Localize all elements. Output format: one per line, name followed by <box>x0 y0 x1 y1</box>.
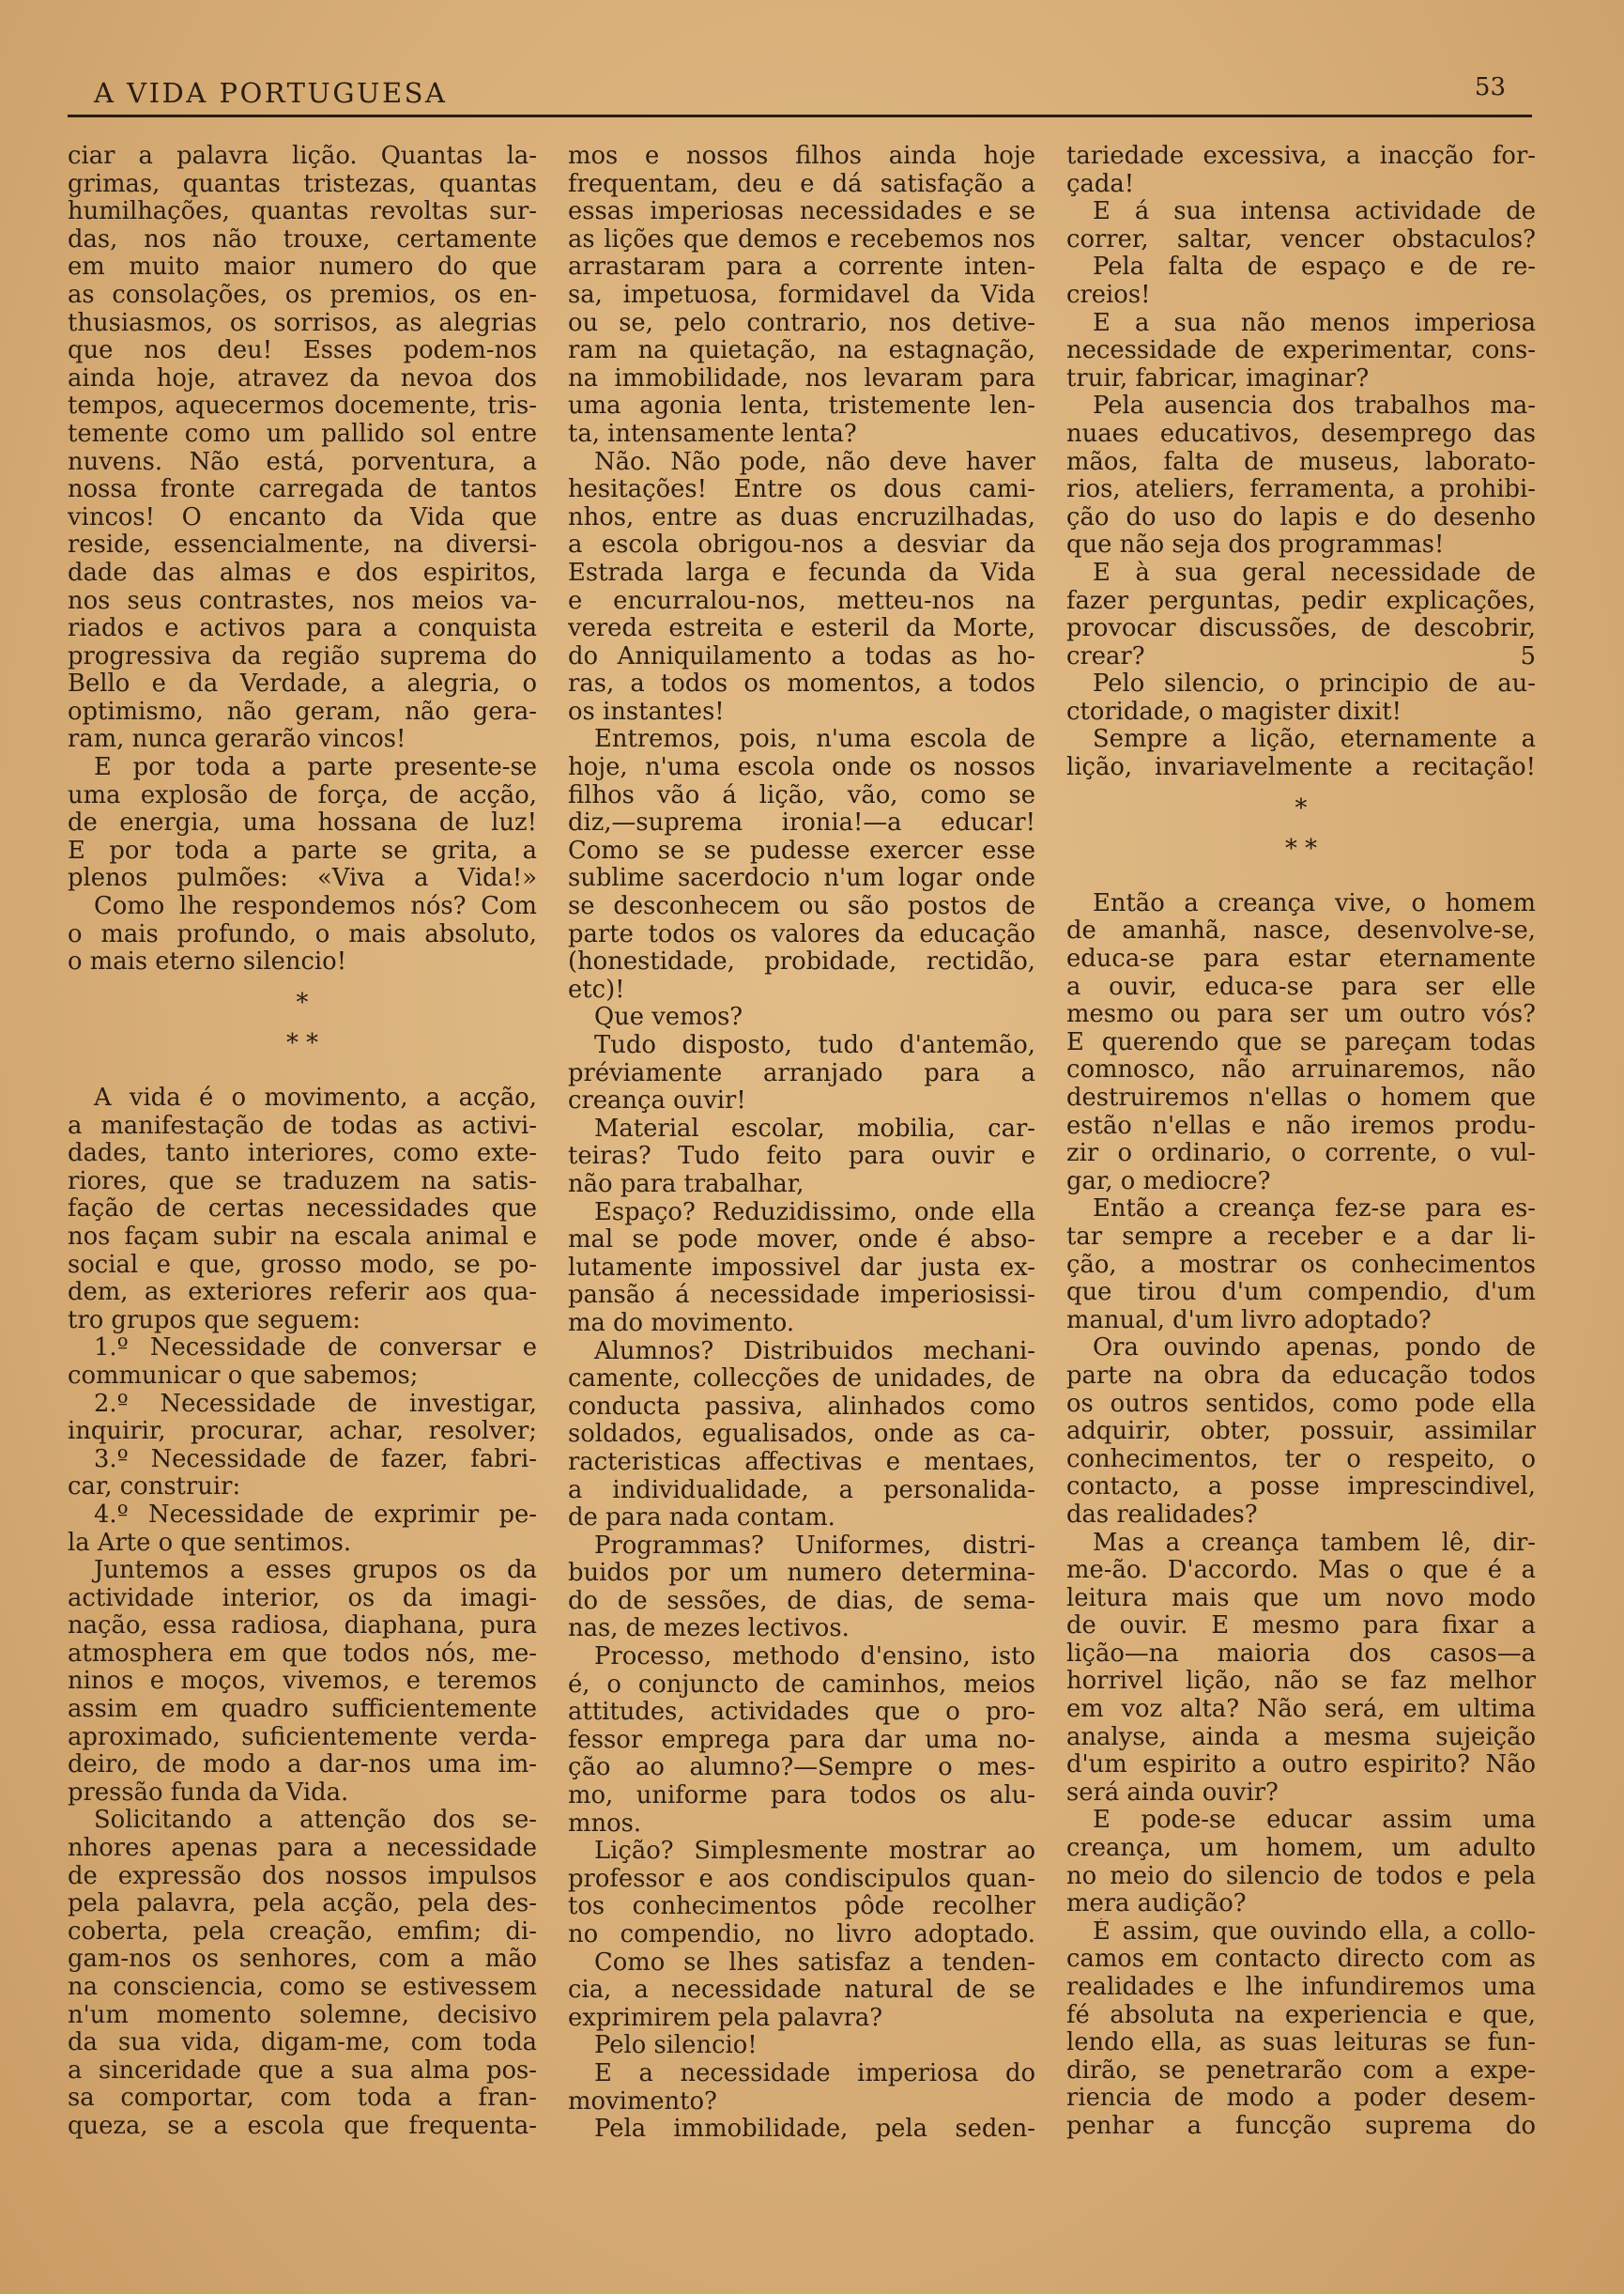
text-line: Não. Não pode, não deve haver <box>594 448 1035 476</box>
text-line: conhecimentos, ter o respeito, o <box>1066 1445 1536 1473</box>
text-line: (honestidade, probidade, rectidão, <box>568 948 1035 977</box>
spacer <box>1066 782 1536 795</box>
text-line: me-ão. D'accordo. Mas o que é a <box>1066 1557 1536 1585</box>
text-line: do de sessões, de dias, de sema- <box>568 1587 1035 1615</box>
text-line: temente como um pallido sol entre <box>68 420 537 448</box>
text-line: ou se, pelo contrario, nos detive- <box>568 309 1035 337</box>
text-line: ainda hoje, atravez da nevoa dos <box>68 364 537 393</box>
text-line: fação de certas necessidades que <box>68 1195 537 1224</box>
text-line: Entremos, pois, n'uma escola de <box>594 726 1035 754</box>
text-line: o mais eterno silencio! <box>68 947 347 977</box>
text-line: vereda estreita e esteril da Morte, <box>568 615 1035 643</box>
text-line: E querendo que se pareçam todas <box>1066 1028 1536 1056</box>
text-line: social e que, grosso modo, se po- <box>68 1251 537 1279</box>
text-line: Como se se pudesse exercer esse <box>568 837 1035 865</box>
text-line: lição—na maioria dos casos—a <box>1066 1640 1536 1668</box>
text-line: que não seja dos programmas! <box>1066 531 1445 560</box>
text-line: nas, de mezes lectivos. <box>568 1614 850 1643</box>
text-line: Pelo silencio! <box>594 2031 758 2060</box>
text-line: correr, saltar, vencer obstaculos? <box>1066 225 1536 254</box>
text-line: ção, a mostrar os conhecimentos <box>1066 1251 1536 1279</box>
text-line: nuaes educativos, desemprego das <box>1066 420 1536 448</box>
text-line: vincos! O encanto da Vida que <box>68 503 537 531</box>
text-line: necessidade de experimentar, cons- <box>1066 337 1536 365</box>
text-line: la Arte o que sentimos. <box>68 1528 352 1557</box>
text-line: Pelo silencio, o principio de au- <box>1093 670 1536 699</box>
text-line: E á sua intensa actividade de <box>1093 198 1536 226</box>
text-column-2 <box>568 143 1035 2144</box>
text-line: comnosco, não arruinaremos, não <box>1066 1056 1536 1085</box>
text-line: riencia de modo a poder desem- <box>1066 2085 1536 2113</box>
page-number: 53 <box>1474 73 1506 101</box>
text-line: Então a creança vive, o homem <box>1093 889 1536 917</box>
text-line: buidos por um numero determina- <box>568 1560 1035 1588</box>
text-line: 4.º Necessidade de exprimir pe- <box>94 1501 537 1529</box>
text-line: camos em contacto directo com as <box>1066 1946 1536 1974</box>
text-line: dades, tanto interiores, como exte- <box>68 1140 537 1168</box>
text-column-1 <box>68 143 537 2141</box>
spacer <box>68 977 537 990</box>
text-line: camente, collecções de unidades, de <box>568 1365 1035 1393</box>
text-line: E por toda a parte se grita, a <box>68 837 537 865</box>
text-line: Tudo disposto, tudo d'antemão, <box>594 1032 1035 1059</box>
text-line: as consolações, os premios, os en- <box>68 281 537 309</box>
text-line: pela palavra, pela acção, pela des- <box>68 1890 537 1918</box>
text-line: manual, d'um livro adoptado? <box>1066 1305 1432 1334</box>
text-line: lendo ella, as suas leituras se fun- <box>1066 2029 1536 2057</box>
text-line: dem, as exteriores referir aos qua- <box>68 1279 537 1307</box>
text-line: gam-nos os senhores, com a mão <box>68 1946 537 1974</box>
text-line: Espaço? Reduzidissimo, onde ella <box>594 1198 1035 1226</box>
spacer <box>1066 823 1536 836</box>
running-header <box>68 73 1532 117</box>
text-line: é, o conjuncto de caminhos, meios <box>568 1670 1035 1699</box>
text-line: aproximado, suficientemente verda- <box>68 1723 537 1751</box>
text-line: provocar discussões, de descobrir, <box>1066 615 1536 643</box>
section-separator: * <box>1295 793 1308 823</box>
text-line: Lição? Simplesmente mostrar ao <box>594 1838 1035 1866</box>
text-line: mos e nossos filhos ainda hoje <box>568 143 1035 170</box>
text-line: 1.º Necessidade de conversar e <box>94 1334 537 1363</box>
text-line: exprimirem pela palavra? <box>568 2003 883 2032</box>
text-line: sublime sacerdocio n'um logar onde <box>568 865 1035 893</box>
text-line: adquirir, obter, possuir, assimilar <box>1066 1418 1536 1446</box>
text-line: movimento? <box>568 2086 717 2116</box>
text-line: car, construir: <box>68 1472 241 1501</box>
text-line: frequentam, deu e dá satisfação a <box>568 170 1035 198</box>
text-line: nos seus contrastes, nos meios va- <box>68 587 537 615</box>
text-line: não para trabalhar, <box>568 1169 804 1198</box>
text-line: Juntemos a esses grupos os da <box>94 1557 537 1585</box>
text-line: tempos, aquecermos docemente, tris- <box>68 393 537 421</box>
text-line: dirão, se penetrarão com a expe- <box>1066 2056 1536 2085</box>
text-line: riores, que se traduzem na satis- <box>68 1167 537 1195</box>
text-line: cia, a necessidade natural de se <box>568 1977 1035 2005</box>
text-line: Programmas? Uniformes, distri- <box>594 1532 1035 1560</box>
text-line: horrivel lição, não se faz melhor <box>1066 1668 1536 1696</box>
text-line: etc)! <box>568 975 625 1004</box>
text-line: educa-se para estar eternamente <box>1066 946 1536 974</box>
text-line: E à sua geral necessidade de <box>1093 559 1536 587</box>
text-line: racteristicas affectivas e mentaes, <box>568 1448 1035 1476</box>
text-line: lição, invariavelmente a recitação! <box>1066 754 1536 782</box>
text-line: soldados, egualisados, onde as ca- <box>568 1421 1035 1449</box>
text-line: grimas, quantas tristezas, quantas <box>68 170 537 198</box>
text-line: de ouvir. E mesmo para fixar a <box>1066 1612 1536 1640</box>
text-line: Sempre a lição, eternamente a <box>1093 726 1536 754</box>
text-line: plenos pulmões: «Viva a Vida!» <box>68 865 537 893</box>
journal-title: A VIDA PORTUGUESA <box>94 77 448 109</box>
text-line: ciar a palavra lição. Quantas la- <box>68 143 537 170</box>
text-line: sa comportar, com toda a fran- <box>68 2085 537 2113</box>
text-line: arrastaram para a corrente inten- <box>568 254 1035 282</box>
text-line: creios! <box>1066 280 1151 309</box>
spacer <box>68 1058 537 1085</box>
text-line: ta, intensamente lenta? <box>568 419 857 448</box>
text-line: reside, essencialmente, na diversi- <box>68 531 537 560</box>
text-line: humilhações, quantas revoltas sur- <box>68 198 537 226</box>
text-line: de expressão dos nossos impulsos <box>68 1862 537 1890</box>
text-line: attitudes, actividades que o pro- <box>568 1699 1035 1727</box>
text-line: pressão funda da Vida. <box>68 1778 349 1807</box>
text-line: essas imperiosas necessidades e se <box>568 198 1035 226</box>
text-line: de para nada contam. <box>568 1503 835 1532</box>
text-line: creança, um homem, um adulto <box>1066 1835 1536 1863</box>
text-line: creança ouvir! <box>568 1086 746 1116</box>
text-line: no meio do silencio de todos e pela <box>1066 1862 1536 1890</box>
text-line: progressiva da região suprema do <box>68 642 537 670</box>
text-line: do Anniquilamento a todas as ho- <box>568 642 1035 670</box>
text-line: mo, uniforme para todos os alu- <box>568 1782 1035 1810</box>
text-line: será ainda ouvir? <box>1066 1778 1279 1807</box>
text-line: çada! <box>1066 169 1135 198</box>
text-line: nossa fronte carregada de tantos <box>68 476 537 504</box>
text-line: destruiremos n'ellas o homem que <box>1066 1085 1536 1112</box>
text-line: E pode-se educar assim uma <box>1093 1807 1536 1835</box>
text-line: inquirir, procurar, achar, resolver; <box>68 1418 537 1446</box>
text-line: parte todos os valores da educação <box>568 920 1035 948</box>
text-line: Bello e da Verdade, a alegria, o <box>68 670 537 699</box>
text-line: das realidades? <box>1066 1500 1258 1529</box>
text-line: zir o ordinario, o corrente, o vul- <box>1066 1140 1536 1168</box>
text-line: os instantes! <box>568 697 725 726</box>
text-line: A vida é o movimento, a acção, <box>94 1085 537 1112</box>
text-line: Então a creança fez-se para es- <box>1093 1195 1536 1224</box>
text-line: préviamente arranjado para a <box>568 1059 1035 1087</box>
text-line: Como se lhes satisfaz a tenden- <box>594 1948 1035 1977</box>
text-line: parte na obra da educação todos <box>1066 1362 1536 1390</box>
text-line: Alumnos? Distribuidos mechani- <box>594 1337 1035 1365</box>
text-line: n'um momento solemne, decisivo <box>68 2001 537 2029</box>
text-line: a sinceridade que a sua alma pos- <box>68 2056 537 2085</box>
text-line: mãos, falta de museus, laborato- <box>1066 448 1536 476</box>
text-line: optimismo, não geram, não gera- <box>68 698 537 726</box>
text-line: hesitações! Entre os dous cami- <box>568 476 1035 504</box>
text-line: sa, impetuosa, formidavel da Vida <box>568 281 1035 309</box>
text-line: d'um espirito a outro espirito? Não <box>1066 1751 1536 1779</box>
text-line: E a sua não menos imperiosa <box>1093 309 1536 337</box>
text-line: fazer perguntas, pedir explicações, <box>1066 587 1536 615</box>
text-line: assim em quadro sufficientemente <box>68 1696 537 1724</box>
text-line: ras, a todos os momentos, a todos <box>568 670 1035 699</box>
text-line: truir, fabricar, imaginar? <box>1066 363 1370 393</box>
text-line: communicar o que sabemos; <box>68 1361 419 1390</box>
text-line: gar, o mediocre? <box>1066 1166 1271 1195</box>
text-line: da sua vida, digam-me, com toda <box>68 2029 537 2057</box>
text-line: actividade interior, os da imagi- <box>68 1584 537 1612</box>
text-line: Pela falta de espaço e de re- <box>1093 254 1536 282</box>
text-line: a manifestação de todas as activi- <box>68 1112 537 1140</box>
text-line: Que vemos? <box>594 1003 743 1032</box>
text-line: 3.º Necessidade de fazer, fabri- <box>94 1445 537 1473</box>
text-line: ção do uso do lapis e do desenho <box>1066 503 1536 531</box>
text-line: tar sempre a receber e a dar li- <box>1066 1223 1536 1251</box>
text-line: riados e activos para a conquista <box>68 615 537 643</box>
text-line: nhos, entre as duas encruzilhadas, <box>568 503 1035 531</box>
text-line: Pela immobilidade, pela seden- <box>594 2116 1035 2144</box>
text-line: atmosphera em que todos nós, me- <box>68 1640 537 1668</box>
text-line: analyse, ainda a mesma sujeição <box>1066 1723 1536 1751</box>
text-line: lutamente impossivel dar justa ex- <box>568 1254 1035 1282</box>
text-line: Como lhe respondemos nós? Com <box>94 893 537 921</box>
text-line: ma do movimento. <box>568 1308 795 1337</box>
text-line: mera audição? <box>1066 1889 1247 1918</box>
text-line: Pela ausencia dos trabalhos ma- <box>1093 393 1536 421</box>
text-line: nos façam subir na escala animal e <box>68 1223 537 1251</box>
text-line: fessor emprega para dar uma no- <box>568 1726 1035 1754</box>
text-line: nuvens. Não está, porventura, a <box>68 448 537 476</box>
text-line: e encurralou-nos, metteu-nos na <box>568 587 1035 615</box>
spacer <box>68 1017 537 1030</box>
text-line: a individualidade, a personalida- <box>568 1476 1035 1504</box>
text-line: Processo, methodo d'ensino, isto <box>594 1643 1035 1671</box>
text-line: Estrada larga e fecunda da Vida <box>568 559 1035 587</box>
text-line: as lições que demos e recebemos nos <box>568 225 1035 254</box>
text-line: na immobilidade, nos levaram para <box>568 364 1035 393</box>
text-line: ram, nunca gerarão vincos! <box>68 725 406 754</box>
text-line: coberta, pela creação, emfim; di- <box>68 1917 537 1946</box>
text-line: diz,—suprema ironia!—a educar! <box>568 809 1035 838</box>
text-line: ctoridade, o magister dixit! <box>1066 697 1402 726</box>
text-line: teiras? Tudo feito para ouvir e <box>568 1143 1035 1171</box>
text-line: rios, ateliers, ferramenta, a prohibi- <box>1066 476 1536 504</box>
text-line: ram na quietação, na estagnação, <box>568 337 1035 365</box>
text-line: ção ao alumno?—Sempre o mes- <box>568 1754 1035 1782</box>
text-line: filhos vão á lição, vão, como se <box>568 781 1035 809</box>
text-line: uma explosão de força, de acção, <box>68 781 537 809</box>
text-line: É assim, que ouvindo ella, a collo- <box>1093 1917 1536 1946</box>
text-line: de energia, uma hossana de luz! <box>68 809 537 838</box>
text-line: deiro, de modo a dar-nos uma im- <box>68 1751 537 1779</box>
text-line: das, nos não trouxe, certamente <box>68 225 537 254</box>
text-line: a escola obrigou-nos a desviar da <box>568 531 1035 560</box>
text-line: Material escolar, mobilia, car- <box>594 1115 1035 1143</box>
text-line: 2.º Necessidade de investigar, <box>94 1390 537 1418</box>
text-line: estão n'ellas e não iremos produ- <box>1066 1112 1536 1140</box>
text-line: Ora ouvindo apenas, pondo de <box>1093 1334 1536 1363</box>
spacer <box>1066 864 1536 890</box>
text-line: no compendio, no livro adoptado. <box>568 1921 1035 1948</box>
text-line: realidades e lhe infundiremos uma <box>1066 1974 1536 2001</box>
text-line: os outros sentidos, como pode ella <box>1066 1390 1536 1418</box>
text-line: thusiasmos, os sorrisos, as alegrias <box>68 309 537 337</box>
text-line: que tirou d'um compendio, d'um <box>1066 1279 1536 1307</box>
text-line: fé absoluta na experiencia e que, <box>1066 2001 1536 2029</box>
text-line: que nos deu! Esses podem-nos <box>68 337 537 365</box>
text-line: de amanhã, nasce, desenvolve-se, <box>1066 917 1536 946</box>
text-line: a ouvir, educa-se para ser elle <box>1066 973 1536 1001</box>
text-line: tariedade excessiva, a inacção for- <box>1066 143 1536 170</box>
section-separator: * * <box>286 1029 318 1058</box>
section-separator: * <box>296 988 309 1017</box>
text-line: ninos e moços, vivemos, e teremos <box>68 1668 537 1696</box>
text-line: E a necessidade imperiosa do <box>594 2059 1035 2087</box>
text-line: em voz alta? Não será, em ultima <box>1066 1696 1536 1724</box>
text-line: queza, se a escola que frequenta- <box>68 2112 537 2140</box>
text-line: Solicitando a attenção dos se- <box>94 1807 537 1835</box>
text-line: crear? 5 <box>1066 642 1536 670</box>
text-line: professor e aos condiscipulos quan- <box>568 1865 1035 1893</box>
text-line: tro grupos que seguem: <box>68 1305 361 1334</box>
text-line: hoje, n'uma escola onde os nossos <box>568 754 1035 782</box>
text-line: se desconhecem ou são postos de <box>568 893 1035 921</box>
text-line: leitura mais que um novo modo <box>1066 1584 1536 1612</box>
text-line: uma agonia lenta, tristemente len- <box>568 393 1035 421</box>
text-column-3 <box>1066 143 1536 2141</box>
text-line: mesmo ou para ser um outro vós? <box>1066 1001 1536 1029</box>
text-line: nhores apenas para a necessidade <box>68 1835 537 1863</box>
text-line: penhar a funcção suprema do <box>1066 2112 1536 2140</box>
text-line: nação, essa radiosa, diaphana, pura <box>68 1612 537 1640</box>
text-line: conducta passiva, alinhados como <box>568 1393 1035 1421</box>
text-line: dade das almas e dos espiritos, <box>68 559 537 587</box>
section-separator: * * <box>1285 835 1317 864</box>
text-line: o mais profundo, o mais absoluto, <box>68 920 537 948</box>
text-line: E por toda a parte presente-se <box>94 754 537 782</box>
text-line: na consciencia, como se estivessem <box>68 1974 537 2001</box>
text-line: mal se pode mover, onde é abso- <box>568 1226 1035 1255</box>
text-line: pansão á necessidade imperiosissi- <box>568 1282 1035 1310</box>
text-line: tos conhecimentos pôde recolher <box>568 1893 1035 1921</box>
text-line: em muito maior numero do que <box>68 254 537 282</box>
text-line: mnos. <box>568 1809 642 1838</box>
text-line: contacto, a posse imprescindivel, <box>1066 1473 1536 1501</box>
text-line: Mas a creança tambem lê, dir- <box>1093 1529 1536 1557</box>
